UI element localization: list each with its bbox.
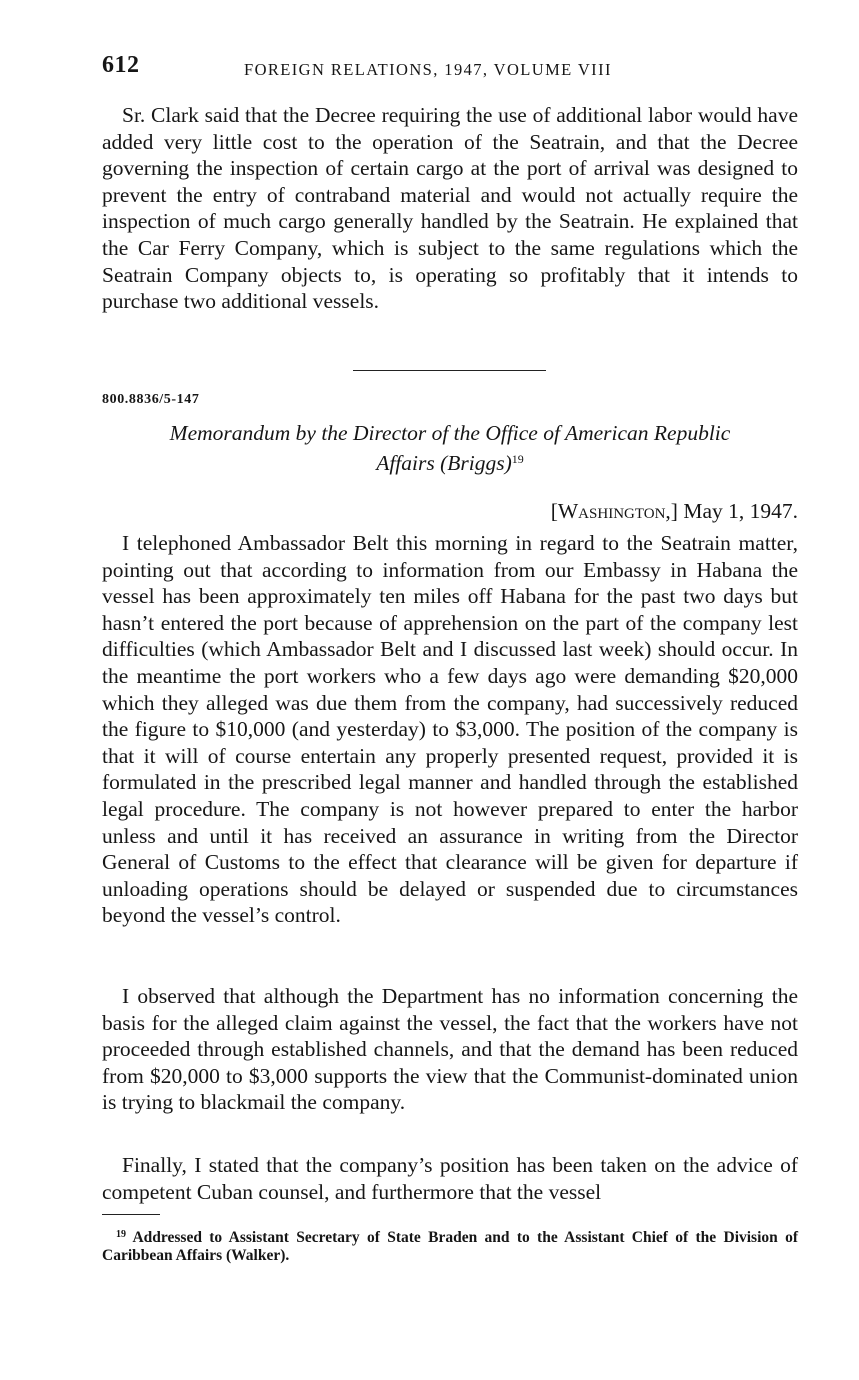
document-title <box>102 420 798 476</box>
title-footnote-ref: 19 <box>511 452 524 466</box>
section-divider <box>353 370 546 371</box>
title-line-1: Memorandum by the Director of the Office of American Republic <box>169 421 731 445</box>
footnote-text: Addressed to Assistant Secretary of State Braden and to the Assistant Chief of the Division of Caribbean Affairs (Walker). <box>102 1229 798 1264</box>
footnote-marker: 19 <box>116 1229 126 1240</box>
dateline <box>102 498 798 524</box>
footnote-rule <box>102 1214 160 1215</box>
paragraph-clark: Sr. Clark said that the Decree requiring the use of additional labor would have added very little cost to the operation of the Seatrain, and that the Decree governing the inspection of certain cargo at the port of arrival was designed to prevent the entry of contraband material and would not actually require the inspection of much cargo generally handled by the Seatrain. He explained that the Car Ferry Company, which is subject to the same regulations which the Seatrain Company objects to, is operating so profitably that it intends to purchase two additional vessels. <box>102 103 798 314</box>
paragraph-telephoned: I telephoned Ambassador Belt this morning in regard to the Seatrain matter, pointing out that according to information from our Embassy in Habana the vessel has been approximately ten miles off Habana for the past two days but hasn’t entered the port because of apprehension on the part of the company lest difficulties (which Ambassador Belt and I discussed last week) should occur. In the meantime the port workers who a few days ago were demanding $20,000 which they alleged was due them from the company, had successively reduced the figure to $10,000 (and yesterday) to $3,000. The position of the company is that it will of course entertain any properly presented request, provided it is formulated in the prescribed legal manner and handled through the established legal procedure. The company is not however prepared to enter the harbor unless and until it has received an assurance in writing from the Director General of Customs to the effect that clearance will be given for departure if unloading operations should be delayed or suspended due to circumstances beyond the vessel’s control. <box>102 531 798 928</box>
paragraph-observed: I observed that although the Department has no information concerning the basis for the alleged claim against the vessel, the fact that the workers have not proceeded through established channels, and that the demand has been reduced from $20,000 to $3,000 supports the view that the Communist-dominated union is trying to blackmail the company. <box>102 984 798 1115</box>
title-line-2: Affairs (Briggs) <box>376 451 512 475</box>
dateline-date: May 1, 1947. <box>677 499 798 523</box>
running-head: FOREIGN RELATIONS, 1947, VOLUME VIII <box>244 60 612 79</box>
page-number: 612 <box>102 52 140 78</box>
paragraph-finally: Finally, I stated that the company’s position has been taken on the advice of competent Cuban counsel, and furthermore that the vessel <box>102 1153 798 1204</box>
file-number: 800.8836/5-147 <box>102 392 200 407</box>
dateline-place: [Washington,] <box>550 499 678 523</box>
page-header <box>102 52 802 84</box>
footnote <box>102 1226 798 1265</box>
